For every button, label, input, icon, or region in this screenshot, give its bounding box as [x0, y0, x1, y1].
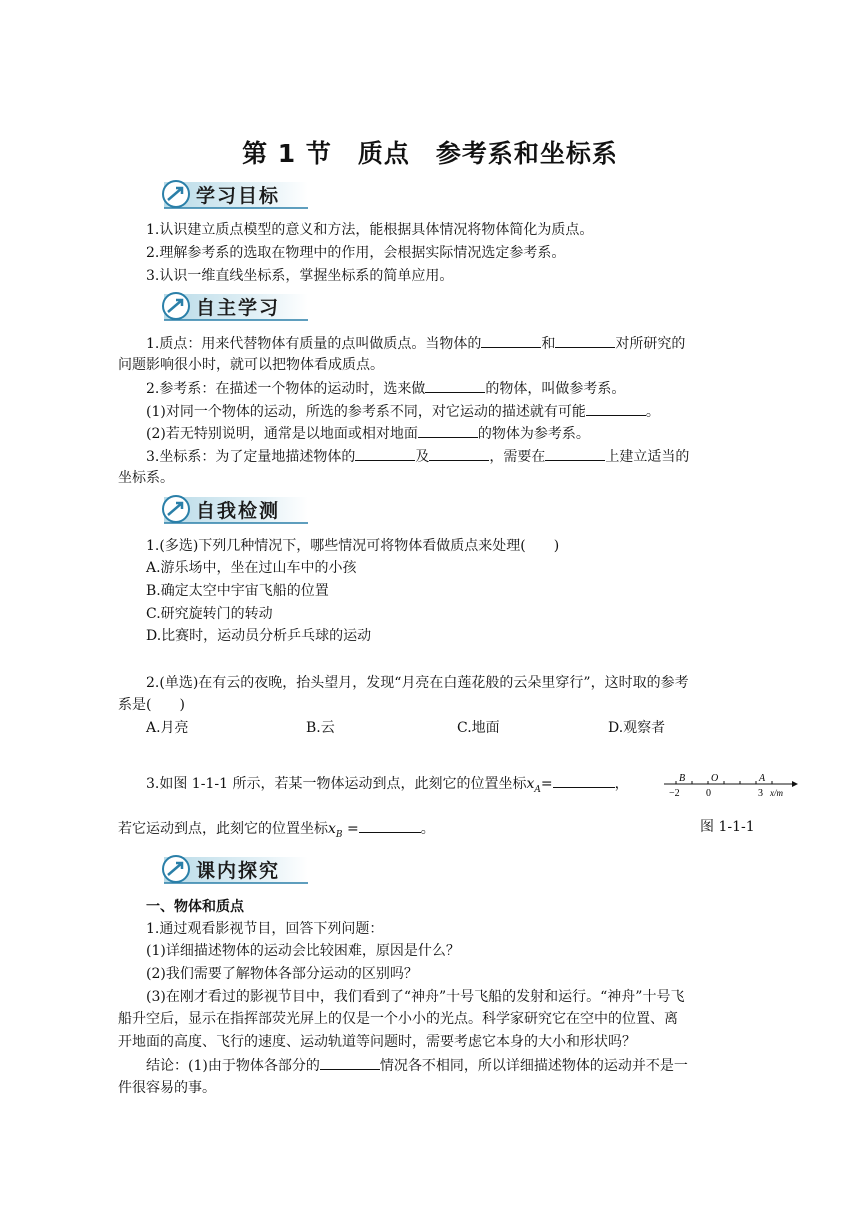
goal-item: 3.认识一维直线坐标系，掌握坐标系的简单应用。	[146, 268, 454, 284]
answer-blank[interactable]	[418, 423, 478, 438]
title-topic-2: 参考系和坐标系	[435, 139, 618, 168]
answer-blank[interactable]	[355, 446, 415, 461]
option: A.月亮	[146, 720, 189, 736]
inquiry-line: (2)我们需要了解物体各部分运动的区别吗？	[146, 966, 418, 982]
question-2: 2.(单选)在有云的夜晚，抬头望月，发现“月亮在白莲花般的云朵里穿行”，这时取的参考	[146, 675, 689, 691]
inquiry-line: 开地面的高度、飞行的速度、运动轨道等问题时，需要考虑它本身的大小和形状吗？	[118, 1034, 636, 1050]
self-study-line: 问题影响很小时，就可以把物体看成质点。	[118, 357, 384, 373]
option: D.观察者	[608, 720, 666, 736]
section-title-goals: 学习目标	[196, 185, 281, 207]
inquiry-heading: 一、物体和质点	[146, 899, 244, 915]
answer-blank[interactable]	[429, 446, 489, 461]
section-title-inquiry: 课内探究	[196, 860, 281, 882]
question-3: 3.如图 1-1-1 所示，若某一物体运动到点，此刻它的位置坐标$x_A=$ ，	[146, 773, 629, 800]
tick-label: 3	[758, 788, 763, 799]
self-study-line: 3.坐标系：为了定量地描述物体的 及 ，需要在 上建立适当的	[146, 446, 689, 467]
section-banner-self-check	[156, 493, 308, 527]
answer-blank[interactable]	[481, 333, 541, 348]
question-1: 1.(多选)下列几种情况下，哪些情况可将物体看做质点来处理( )	[146, 538, 560, 554]
option: D.比赛时，运动员分析乒乓球的运动	[146, 628, 372, 644]
question-3-cont: 若它运动到点，此刻它的位置坐标$x_B$ = 。	[118, 818, 435, 845]
inquiry-line: 结论：(1)由于物体各部分的 情况各不相同，所以详细描述物体的运动并不是一	[146, 1055, 688, 1076]
section-banner-self-study	[156, 290, 308, 324]
number-line-figure	[660, 772, 800, 802]
self-study-line: (2)若无特别说明，通常是以地面或相对地面 的物体为参考系。	[146, 423, 590, 444]
option: B.确定太空中宇宙飞船的位置	[146, 583, 329, 599]
answer-blank[interactable]	[320, 1055, 380, 1070]
answer-blank[interactable]	[545, 446, 605, 461]
section-banner-inquiry	[156, 853, 308, 887]
figure-caption: 图 1-1-1	[700, 819, 755, 835]
title-topic-1: 质点	[357, 139, 410, 168]
option: C.研究旋转门的转动	[146, 606, 273, 622]
self-study-line: 2.参考系：在描述一个物体的运动时，选来做 的物体，叫做参考系。	[146, 378, 625, 399]
answer-blank[interactable]	[553, 773, 615, 788]
point-label: A	[759, 773, 766, 784]
page-title	[0, 134, 860, 170]
inquiry-line: (3)在刚才看过的影视节目中，我们看到了“神舟”十号飞船的发射和运行。“神舟”十号飞	[146, 989, 685, 1005]
answer-blank[interactable]	[555, 333, 615, 348]
inquiry-line: 船升空后，显示在指挥部荧光屏上的仅是一个小小的光点。科学家研究它在空中的位置、离	[118, 1011, 678, 1027]
section-banner-goals	[156, 178, 308, 212]
self-study-line: 坐标系。	[118, 470, 174, 486]
question-2-cont: 系是( )	[118, 697, 185, 713]
point-label: B	[679, 773, 686, 784]
inquiry-line: 1.通过观看影视节目，回答下列问题：	[146, 921, 384, 937]
inquiry-line: 件很容易的事。	[118, 1080, 216, 1096]
inquiry-line: (1)详细描述物体的运动会比较困难，原因是什么？	[146, 943, 460, 959]
section-title-self-check: 自我检测	[196, 500, 281, 522]
goal-item: 2.理解参考系的选取在物理中的作用，会根据实际情况选定参考系。	[146, 245, 566, 261]
answer-blank[interactable]	[425, 378, 485, 393]
answer-blank[interactable]	[359, 818, 421, 833]
title-section-number: 第 1 节	[242, 139, 332, 168]
point-label: O	[711, 773, 719, 784]
self-study-line: (1)对同一个物体的运动，所选的参考系不同，对它运动的描述就有可能 。	[146, 401, 660, 422]
tick-label: −2	[669, 788, 680, 799]
goal-item: 1.认识建立质点模型的意义和方法，能根据具体情况将物体简化为质点。	[146, 222, 594, 238]
answer-blank[interactable]	[586, 401, 646, 416]
option: A.游乐场中，坐在过山车中的小孩	[146, 560, 357, 576]
axis-label: x/m	[770, 788, 783, 798]
self-study-line: 1.质点：用来代替物体有质量的点叫做质点。当物体的 和 对所研究的	[146, 333, 685, 354]
section-title-self-study: 自主学习	[196, 297, 281, 319]
option: B.云	[306, 720, 335, 736]
tick-label: 0	[706, 788, 711, 799]
option: C.地面	[457, 720, 500, 736]
